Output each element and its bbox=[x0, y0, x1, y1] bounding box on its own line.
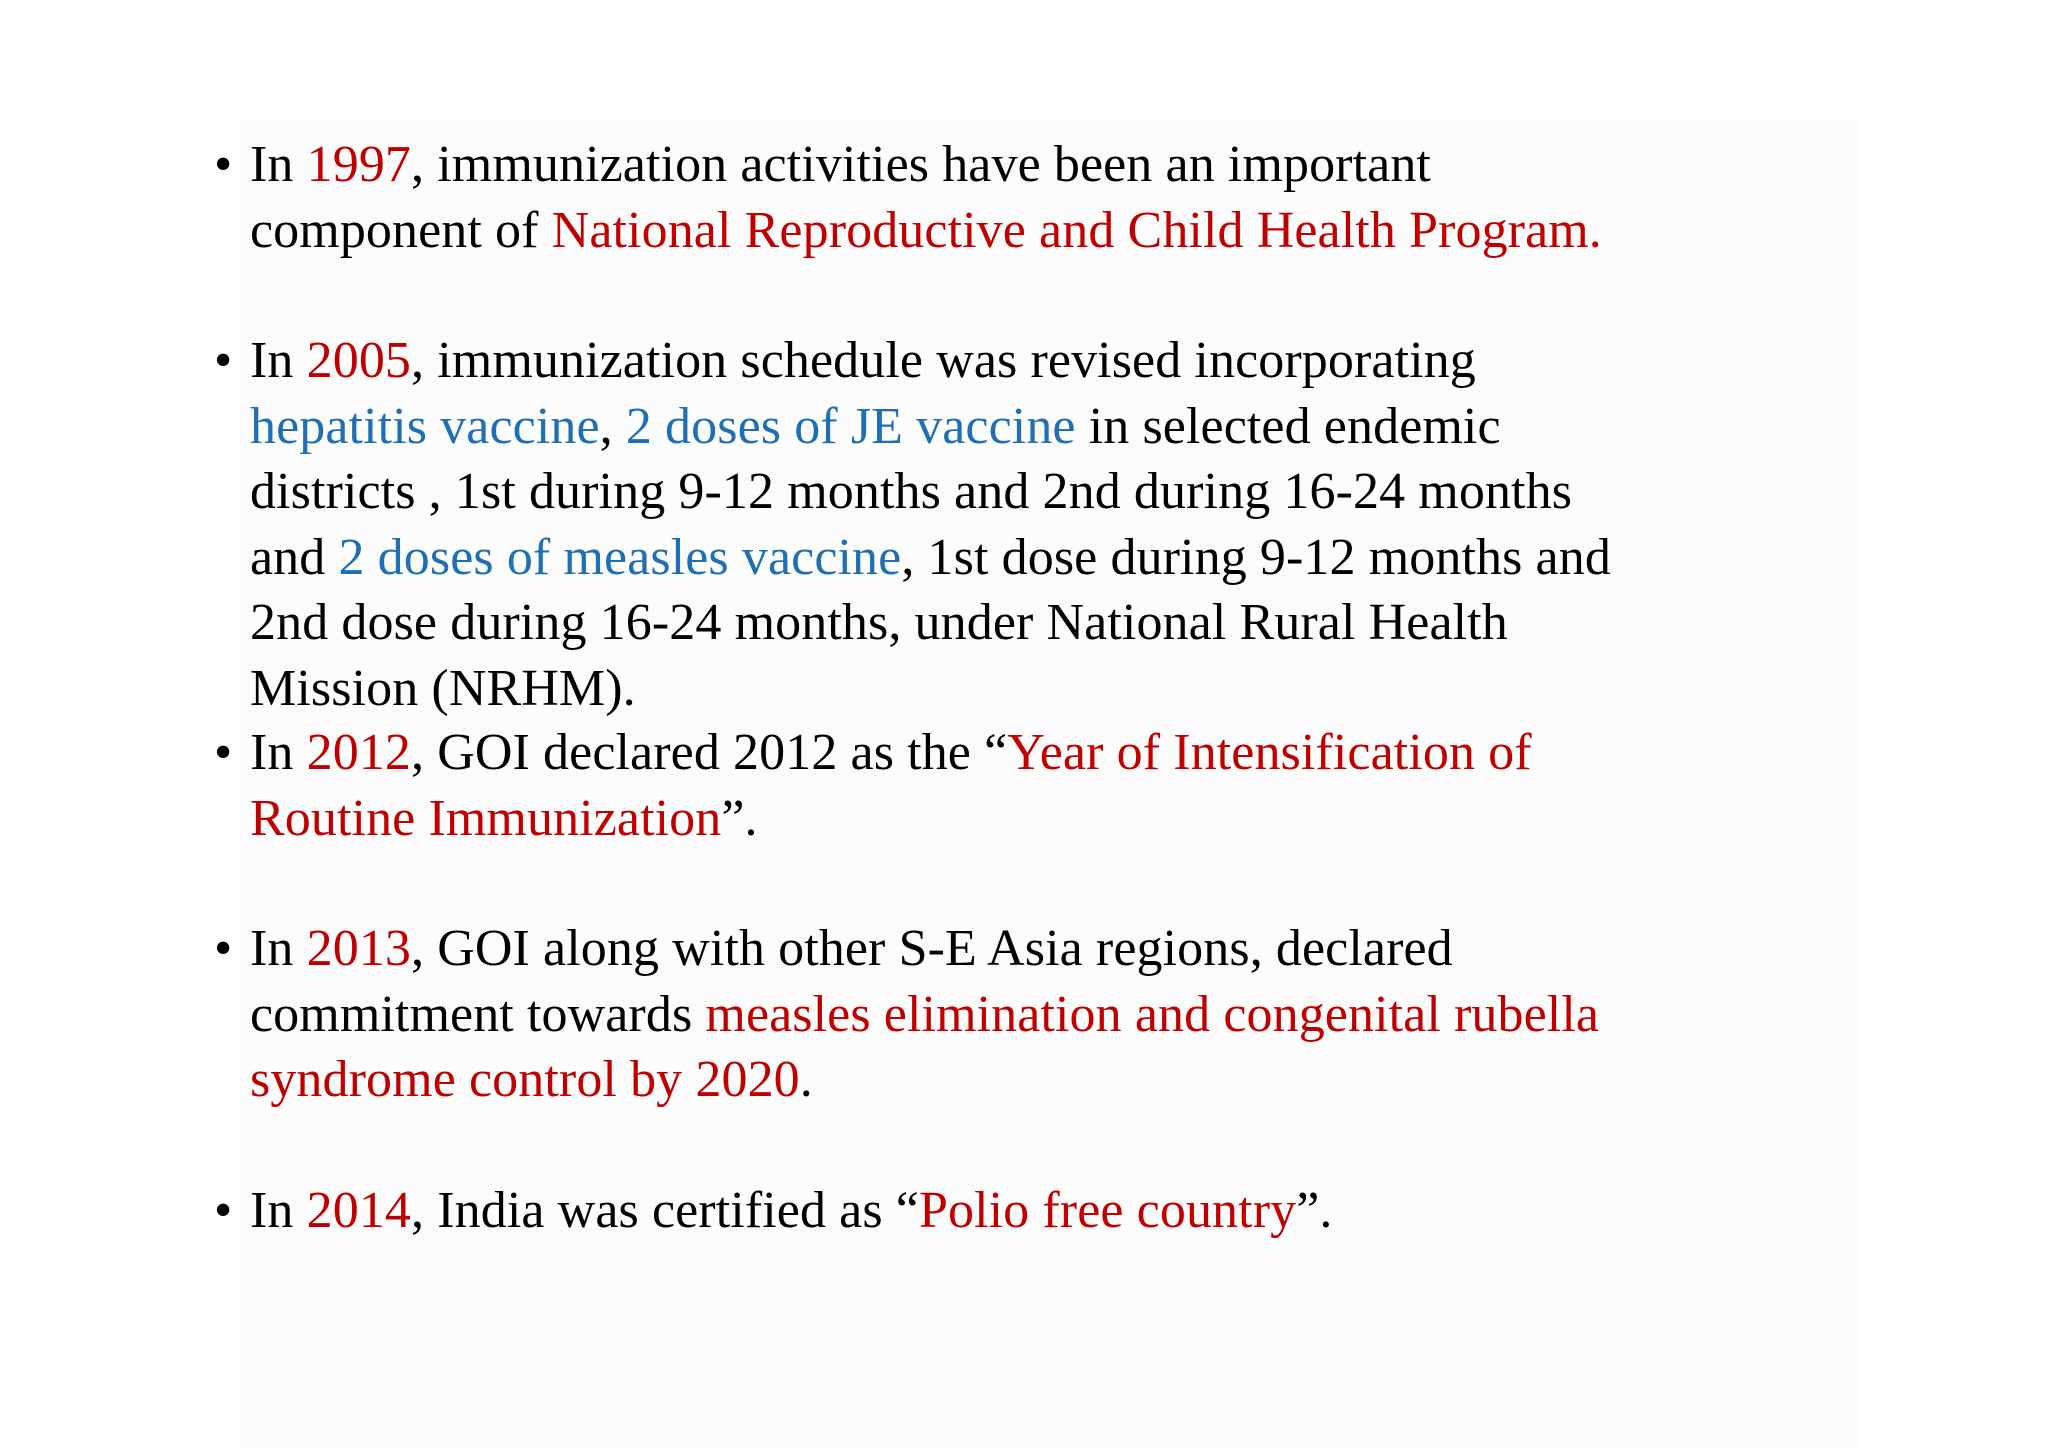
year-highlight: 1997 bbox=[306, 136, 412, 193]
bullet-2012 bbox=[0, 720, 1640, 851]
text-segment: ”. bbox=[1296, 1182, 1333, 1239]
text-segment: In bbox=[250, 1182, 307, 1239]
text-segment: , immunization schedule was revised incorporating bbox=[411, 332, 1476, 389]
text-segment: , GOI along with other S-E Asia regions, declared commitment towards bbox=[250, 920, 1453, 1043]
program-highlight: National Reproductive and Child Health Program. bbox=[551, 201, 1602, 259]
year-highlight: 2013 bbox=[306, 920, 412, 977]
year-highlight: 2014 bbox=[306, 1182, 412, 1239]
text-segment: In bbox=[250, 332, 307, 389]
bullet-marker: • bbox=[214, 136, 233, 193]
bullet-marker: • bbox=[214, 332, 233, 389]
year-highlight: 2012 bbox=[306, 724, 412, 781]
bullet-1997 bbox=[0, 132, 1640, 263]
text-segment: In bbox=[250, 724, 307, 781]
campaign-highlight: Year of Intensification of Routine Immunization bbox=[250, 724, 1532, 847]
text-segment: , 1st dose during 9-12 months and 2nd dose during 16-24 months, under National Rural Health Mission (NRHM). bbox=[250, 528, 1611, 717]
vaccine-highlight: hepatitis vaccine bbox=[250, 397, 600, 455]
bullet-2005 bbox=[0, 328, 1640, 721]
text-segment: in selected endemic districts , 1st during 9-12 months and 2nd during 16-24 months and bbox=[250, 397, 1573, 586]
text-segment: In bbox=[250, 136, 307, 193]
text-segment: , bbox=[599, 397, 626, 455]
bullet-2014 bbox=[0, 1178, 1640, 1244]
goal-highlight: measles elimination and congenital rubella syndrome control by 2020 bbox=[250, 985, 1600, 1108]
text-segment: , immunization activities have been an important component of bbox=[250, 136, 1431, 259]
bullet-marker: • bbox=[214, 920, 233, 977]
bullet-marker: • bbox=[214, 1182, 233, 1239]
vaccine-highlight: 2 doses of JE vaccine bbox=[625, 397, 1076, 455]
bullet-2013 bbox=[0, 916, 1640, 1113]
text-segment: , GOI declared 2012 as the “ bbox=[411, 724, 1008, 781]
text-segment: ”. bbox=[721, 789, 758, 847]
vaccine-highlight: 2 doses of measles vaccine bbox=[338, 528, 902, 586]
text-segment: , India was certified as “ bbox=[411, 1182, 919, 1239]
text-segment: In bbox=[250, 920, 307, 977]
certification-highlight: Polio free country bbox=[918, 1182, 1297, 1239]
bullet-marker: • bbox=[214, 724, 233, 781]
year-highlight: 2005 bbox=[306, 332, 412, 389]
text-segment: . bbox=[799, 1051, 813, 1108]
